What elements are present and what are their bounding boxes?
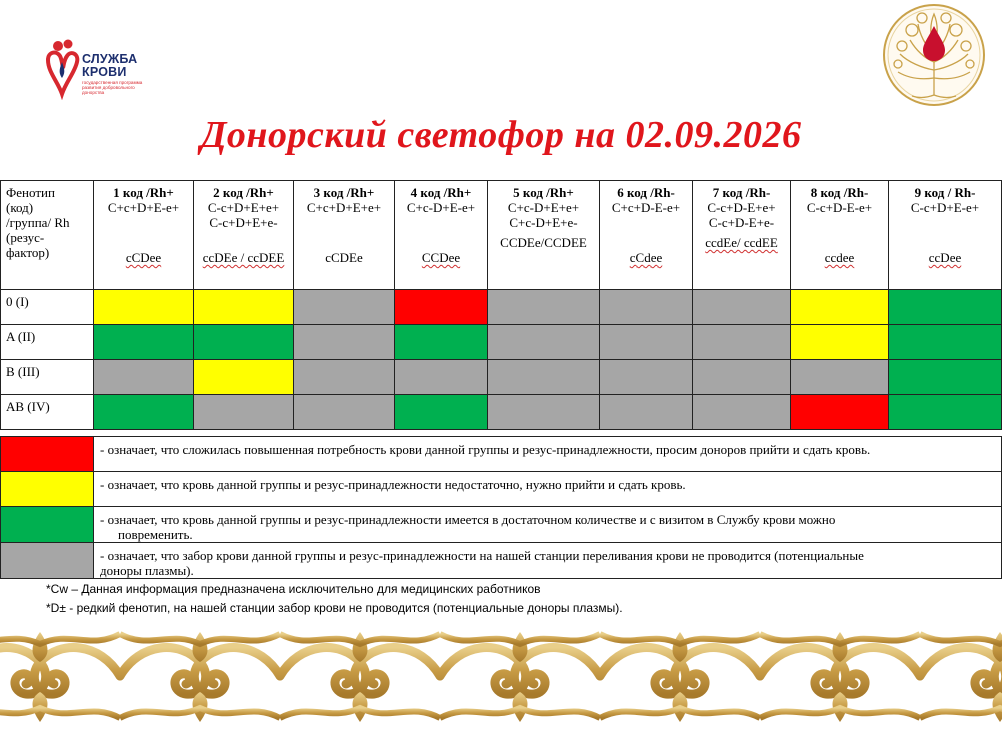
table-body: [1, 290, 1002, 430]
golden-ornament-border: [0, 622, 1002, 730]
column-header-code-2: 2 код /Rh+ C-c+D+E+e+ C-c+D+E+e- ccDEe / ccDEE: [194, 181, 294, 290]
tree-of-life-drop-icon: [878, 0, 990, 110]
legend-text-green: [94, 507, 1002, 543]
status-cell-green: [94, 325, 194, 360]
row-label-blood-group: A (II): [1, 325, 94, 360]
status-cell-gray: [294, 290, 395, 325]
legend-swatch-yellow: [1, 472, 94, 507]
legend-text-yellow: - означает, что кровь данной группы и резус-принадлежности недостаточно, нужно прийти и сдать кровь.: [94, 472, 1002, 507]
status-cell-gray: [791, 360, 889, 395]
status-cell-yellow: [791, 290, 889, 325]
legend-text-gray-line1: - означает, что забор крови данной группы и резус-принадлежности на нашей станции переливания крови не проводится (потенциальные: [100, 548, 864, 563]
logo-subtitle: государственная программа развития добровольного донорства: [82, 80, 143, 95]
column-header-code-5: 5 код /Rh+ C+c-D+E+e+ C+c-D+E+e- CCDEe/CCDEE: [488, 181, 600, 290]
row-label-blood-group: 0 (I): [1, 290, 94, 325]
status-cell-gray: [294, 325, 395, 360]
logo-line2: КРОВИ: [82, 65, 127, 79]
legend-text-red: - означает, что сложилась повышенная потребность крови данной группы и резус-принадлежности, просим доноров прийти и сдать кровь.: [94, 437, 1002, 472]
status-cell-gray: [600, 395, 693, 430]
status-cell-green: [194, 325, 294, 360]
status-cell-gray: [600, 325, 693, 360]
color-legend: [0, 436, 1002, 579]
status-cell-yellow: [791, 325, 889, 360]
legend-text-green-line2: повременить.: [118, 527, 193, 542]
status-cell-green: [889, 290, 1002, 325]
status-cell-gray: [488, 325, 600, 360]
legend-swatch-gray: [1, 543, 94, 579]
status-cell-gray: [693, 360, 791, 395]
status-cell-gray: [194, 395, 294, 430]
legend-text-gray: [94, 543, 1002, 579]
status-cell-gray: [600, 360, 693, 395]
status-cell-gray: [600, 290, 693, 325]
legend-row-yellow: [1, 472, 1002, 507]
column-header-code-9: 9 код / Rh- C-c+D+E-e+ ccDee: [889, 181, 1002, 290]
footnote-cw: *Cw – Данная информация предназначена исключительно для медицинских работников: [46, 582, 541, 596]
footnotes: [46, 580, 623, 618]
legend-row-red: [1, 437, 1002, 472]
status-cell-red: [395, 290, 488, 325]
legend-row-gray: [1, 543, 1002, 579]
column-header-code-7: 7 код /Rh- C-c+D-E+e+ C-c+D-E+e- ccdEe/ ccdEE: [693, 181, 791, 290]
status-cell-gray: [488, 360, 600, 395]
status-cell-green: [395, 325, 488, 360]
table-row: [1, 395, 1002, 430]
status-cell-gray: [488, 290, 600, 325]
status-cell-gray: [395, 360, 488, 395]
column-header-code-4: 4 код /Rh+ C+c-D+E-e+ CCDee: [395, 181, 488, 290]
status-cell-gray: [488, 395, 600, 430]
column-header-code-1: 1 код /Rh+ C+c+D+E-e+ cCDee: [94, 181, 194, 290]
status-cell-red: [791, 395, 889, 430]
page-title: Донорский светофор на 02.09.2026: [200, 114, 802, 156]
table-row: [1, 290, 1002, 325]
status-cell-gray: [693, 290, 791, 325]
status-cell-green: [94, 395, 194, 430]
status-cell-gray: [693, 325, 791, 360]
table-row: [1, 325, 1002, 360]
column-header-code-6: 6 код /Rh- C+c+D-E-e+ cCdee: [600, 181, 693, 290]
status-cell-gray: [693, 395, 791, 430]
status-cell-gray: [294, 395, 395, 430]
row-label-blood-group: AB (IV): [1, 395, 94, 430]
legend-text-gray-line2: доноры плазмы).: [100, 563, 194, 578]
column-header-code-8: 8 код /Rh- C-c+D-E-e+ ccdee: [791, 181, 889, 290]
status-cell-gray: [94, 360, 194, 395]
column-header-code-3: 3 код /Rh+ C+c+D+E+e+ cCDEe: [294, 181, 395, 290]
legend-swatch-green: [1, 507, 94, 543]
logo-line1: СЛУЖБА: [82, 52, 138, 66]
row-label-blood-group: B (III): [1, 360, 94, 395]
status-cell-gray: [294, 360, 395, 395]
status-cell-yellow: [194, 290, 294, 325]
footnote-rare-phenotype: *D± - редкий фенотип, на нашей станции забор крови не проводится (потенциальные доноры плазмы).: [46, 601, 623, 615]
table-header-row: [1, 181, 1002, 290]
legend-swatch-red: [1, 437, 94, 472]
legend-text-green-line1: - означает, что кровь данной группы и резус-принадлежности имеется в достаточном количестве и с визитом в Службу крови можно: [100, 512, 836, 527]
table-row: [1, 360, 1002, 395]
status-cell-green: [395, 395, 488, 430]
status-cell-green: [889, 395, 1002, 430]
status-cell-green: [889, 360, 1002, 395]
donor-traffic-light-table: [0, 180, 1002, 430]
status-cell-yellow: [194, 360, 294, 395]
corner-header: Фенотип (код) /группа/ Rh (резус- фактор): [1, 181, 94, 290]
service-logo: [44, 38, 154, 100]
status-cell-yellow: [94, 290, 194, 325]
legend-row-green: [1, 507, 1002, 543]
heart-drop-logo-icon: [44, 38, 84, 100]
status-cell-green: [889, 325, 1002, 360]
